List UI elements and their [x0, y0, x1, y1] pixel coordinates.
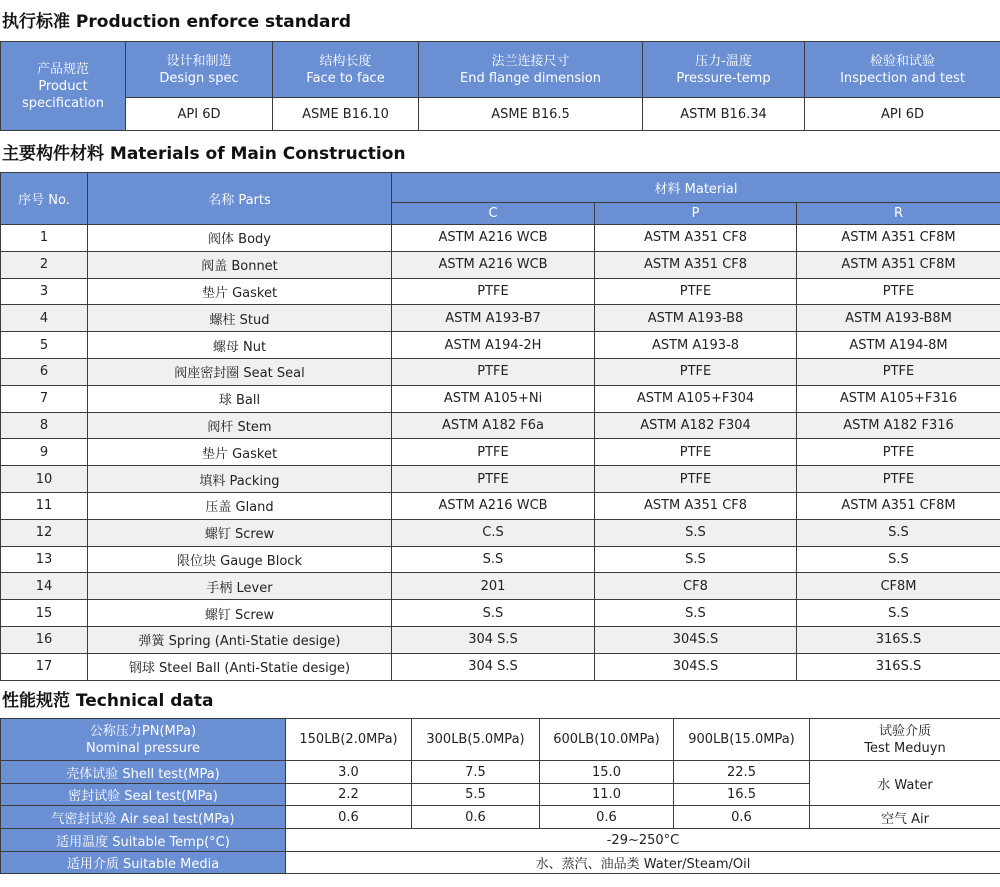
- shell-test-value: 22.5: [674, 761, 810, 784]
- suitable-temp-label: 适用温度 Suitable Temp(°C): [1, 829, 286, 852]
- cell-r: ASTM A351 CF8M: [797, 225, 1000, 252]
- cell-r: S.S: [797, 600, 1000, 627]
- header-material-p: P: [595, 203, 797, 225]
- cell-c: ASTM A193-B7: [392, 305, 595, 332]
- production-title: 执行标准 Production enforce standard: [2, 12, 352, 32]
- shell-test-value: 7.5: [412, 761, 540, 784]
- cell-no: 5: [1, 332, 88, 359]
- value-inspection: API 6D: [805, 98, 1000, 131]
- cell-no: 15: [1, 600, 88, 627]
- cell-no: 8: [1, 412, 88, 439]
- cell-c: S.S: [392, 546, 595, 573]
- cell-c: ASTM A182 F6a: [392, 412, 595, 439]
- cell-c: 304 S.S: [392, 626, 595, 653]
- value-pressure-temp: ASTM B16.34: [643, 98, 805, 131]
- table-row: [1, 626, 1000, 653]
- cell-no: 6: [1, 358, 88, 385]
- cell-p: PTFE: [595, 439, 797, 466]
- cell-no: 16: [1, 626, 88, 653]
- header-material-r: R: [797, 203, 1000, 225]
- cell-no: 17: [1, 653, 88, 680]
- air-seal-test-label: 气密封试验 Air seal test(MPa): [1, 806, 286, 829]
- header-parts: 名称 Parts: [88, 173, 392, 225]
- cell-r: PTFE: [797, 439, 1000, 466]
- cell-r: ASTM A351 CF8M: [797, 251, 1000, 278]
- cell-part: 阀盖 Bonnet: [88, 251, 392, 278]
- nominal-pressure-label: 公称压力PN(MPa) Nominal pressure: [1, 719, 286, 761]
- materials-title: 主要构件材料 Materials of Main Construction: [2, 144, 406, 164]
- cell-part: 阀座密封圈 Seat Seal: [88, 358, 392, 385]
- materials-table: [0, 172, 1000, 681]
- cell-r: 316S.S: [797, 626, 1000, 653]
- medium-air: 空气 Air: [810, 806, 1000, 829]
- cell-p: ASTM A351 CF8: [595, 251, 797, 278]
- value-design-spec: API 6D: [126, 98, 273, 131]
- cell-r: ASTM A193-B8M: [797, 305, 1000, 332]
- cell-no: 1: [1, 225, 88, 252]
- cell-part: 球 Ball: [88, 385, 392, 412]
- header-no: 序号 No.: [1, 173, 88, 225]
- cell-p: S.S: [595, 600, 797, 627]
- cell-c: PTFE: [392, 358, 595, 385]
- cell-no: 14: [1, 573, 88, 600]
- cell-p: ASTM A351 CF8: [595, 492, 797, 519]
- cell-part: 垫片 Gasket: [88, 439, 392, 466]
- cell-part: 钢球 Steel Ball (Anti-Statie desige): [88, 653, 392, 680]
- cell-part: 阀体 Body: [88, 225, 392, 252]
- seal-test-label: 密封试验 Seal test(MPa): [1, 784, 286, 806]
- cell-r: S.S: [797, 519, 1000, 546]
- table-row: [1, 251, 1000, 278]
- cell-no: 7: [1, 385, 88, 412]
- cell-part: 限位块 Gauge Block: [88, 546, 392, 573]
- class-150: 150LB(2.0MPa): [286, 719, 412, 761]
- cell-r: PTFE: [797, 466, 1000, 493]
- cell-p: S.S: [595, 546, 797, 573]
- header-product-spec: 产品规范 Product specification: [1, 42, 126, 131]
- header-pressure-temp: 压力-温度 Pressure-temp: [643, 42, 805, 98]
- cell-r: CF8M: [797, 573, 1000, 600]
- cell-c: ASTM A216 WCB: [392, 251, 595, 278]
- cell-r: PTFE: [797, 278, 1000, 305]
- suitable-temp-value: -29~250°C: [286, 829, 1000, 852]
- table-row: [1, 278, 1000, 305]
- cell-r: ASTM A194-8M: [797, 332, 1000, 359]
- cell-p: S.S: [595, 519, 797, 546]
- cell-no: 13: [1, 546, 88, 573]
- table-row: [1, 600, 1000, 627]
- cell-p: ASTM A193-B8: [595, 305, 797, 332]
- table-row: [1, 519, 1000, 546]
- cell-part: 螺钉 Screw: [88, 519, 392, 546]
- cell-c: C.S: [392, 519, 595, 546]
- cell-r: 316S.S: [797, 653, 1000, 680]
- cell-c: S.S: [392, 600, 595, 627]
- cell-p: CF8: [595, 573, 797, 600]
- cell-c: 201: [392, 573, 595, 600]
- cell-p: PTFE: [595, 278, 797, 305]
- cell-no: 4: [1, 305, 88, 332]
- cell-no: 11: [1, 492, 88, 519]
- seal-test-value: 5.5: [412, 784, 540, 806]
- table-row: [1, 546, 1000, 573]
- class-900: 900LB(15.0MPa): [674, 719, 810, 761]
- table-row: [1, 466, 1000, 493]
- class-300: 300LB(5.0MPa): [412, 719, 540, 761]
- header-inspection: 检验和试验 Inspection and test: [805, 42, 1000, 98]
- cell-no: 9: [1, 439, 88, 466]
- cell-part: 弹簧 Spring (Anti-Statie desige): [88, 626, 392, 653]
- cell-part: 垫片 Gasket: [88, 278, 392, 305]
- header-end-flange: 法兰连接尺寸 End flange dimension: [419, 42, 643, 98]
- header-material-c: C: [392, 203, 595, 225]
- cell-p: 304S.S: [595, 653, 797, 680]
- cell-c: ASTM A216 WCB: [392, 225, 595, 252]
- table-row: [1, 492, 1000, 519]
- technical-table: [0, 718, 1000, 874]
- air-seal-test-value: 0.6: [540, 806, 674, 829]
- cell-part: 填料 Packing: [88, 466, 392, 493]
- cell-r: ASTM A105+F316: [797, 385, 1000, 412]
- cell-p: ASTM A193-8: [595, 332, 797, 359]
- table-row: [1, 412, 1000, 439]
- table-row: [1, 439, 1000, 466]
- seal-test-value: 16.5: [674, 784, 810, 806]
- cell-no: 12: [1, 519, 88, 546]
- cell-no: 2: [1, 251, 88, 278]
- suitable-media-value: 水、蒸汽、油品类 Water/Steam/Oil: [286, 852, 1000, 874]
- cell-c: PTFE: [392, 466, 595, 493]
- cell-c: 304 S.S: [392, 653, 595, 680]
- cell-c: ASTM A105+Ni: [392, 385, 595, 412]
- test-medium-header: 试验介质 Test Meduyn: [810, 719, 1000, 761]
- table-row: [1, 573, 1000, 600]
- class-600: 600LB(10.0MPa): [540, 719, 674, 761]
- cell-p: ASTM A182 F304: [595, 412, 797, 439]
- shell-test-value: 3.0: [286, 761, 412, 784]
- medium-water: 水 Water: [810, 761, 1000, 806]
- header-design-spec: 设计和制造 Design spec: [126, 42, 273, 98]
- cell-p: ASTM A105+F304: [595, 385, 797, 412]
- air-seal-test-value: 0.6: [674, 806, 810, 829]
- header-material: 材料 Material: [392, 173, 1000, 203]
- table-row: [1, 653, 1000, 680]
- production-standard-table: [0, 41, 1000, 131]
- cell-r: ASTM A351 CF8M: [797, 492, 1000, 519]
- cell-c: PTFE: [392, 278, 595, 305]
- cell-p: PTFE: [595, 466, 797, 493]
- suitable-media-label: 适用介质 Suitable Media: [1, 852, 286, 874]
- cell-no: 3: [1, 278, 88, 305]
- header-face-to-face: 结构长度 Face to face: [273, 42, 419, 98]
- cell-part: 压盖 Gland: [88, 492, 392, 519]
- table-row: [1, 332, 1000, 359]
- cell-p: ASTM A351 CF8: [595, 225, 797, 252]
- value-end-flange: ASME B16.5: [419, 98, 643, 131]
- cell-r: S.S: [797, 546, 1000, 573]
- cell-part: 手柄 Lever: [88, 573, 392, 600]
- cell-no: 10: [1, 466, 88, 493]
- shell-test-label: 壳体试验 Shell test(MPa): [1, 761, 286, 784]
- cell-r: ASTM A182 F316: [797, 412, 1000, 439]
- seal-test-value: 11.0: [540, 784, 674, 806]
- cell-c: PTFE: [392, 439, 595, 466]
- cell-r: PTFE: [797, 358, 1000, 385]
- cell-c: ASTM A216 WCB: [392, 492, 595, 519]
- cell-part: 螺柱 Stud: [88, 305, 392, 332]
- seal-test-value: 2.2: [286, 784, 412, 806]
- table-row: [1, 385, 1000, 412]
- cell-part: 螺母 Nut: [88, 332, 392, 359]
- table-row: [1, 305, 1000, 332]
- cell-p: PTFE: [595, 358, 797, 385]
- value-face-to-face: ASME B16.10: [273, 98, 419, 131]
- cell-p: 304S.S: [595, 626, 797, 653]
- cell-part: 螺钉 Screw: [88, 600, 392, 627]
- air-seal-test-value: 0.6: [286, 806, 412, 829]
- air-seal-test-value: 0.6: [412, 806, 540, 829]
- table-row: [1, 358, 1000, 385]
- table-row: [1, 225, 1000, 252]
- shell-test-value: 15.0: [540, 761, 674, 784]
- technical-title: 性能规范 Technical data: [2, 691, 214, 711]
- cell-c: ASTM A194-2H: [392, 332, 595, 359]
- cell-part: 阀杆 Stem: [88, 412, 392, 439]
